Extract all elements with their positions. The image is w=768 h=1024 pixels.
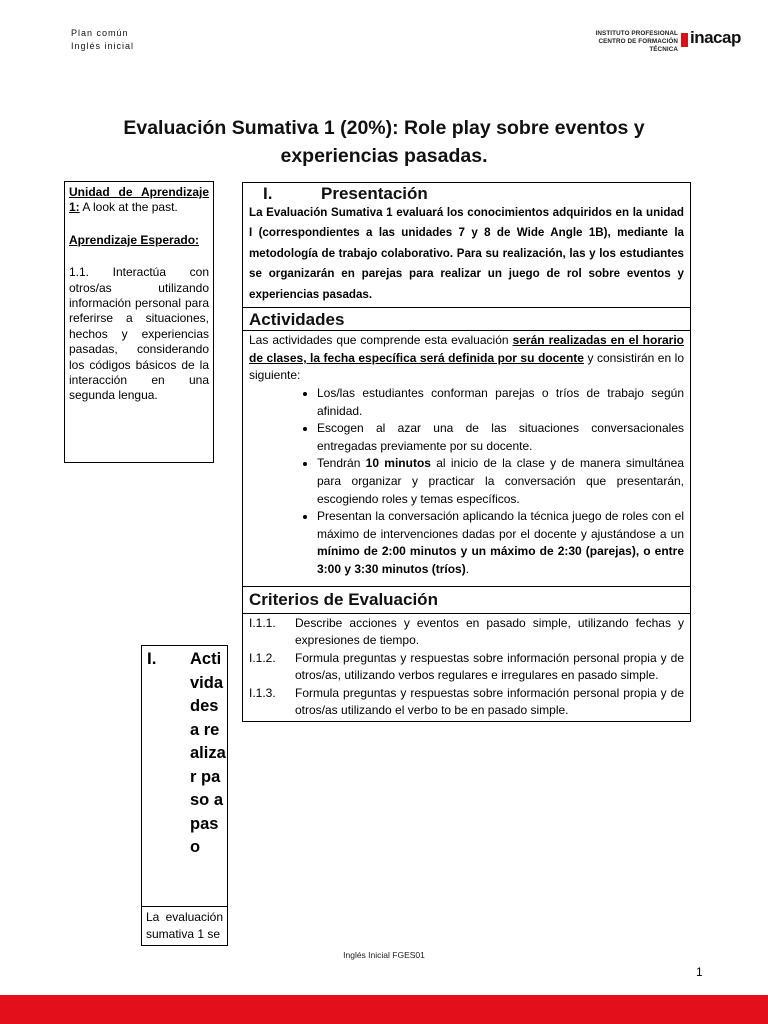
activities-intro: Las actividades que comprende esta evaluación serán realizadas en el horario de clases, la fecha específica será definida por su docente y consistirán en lo siguiente: [249, 333, 685, 383]
activities-list [249, 385, 684, 579]
criteria-heading: Criterios de Evaluación [249, 590, 438, 610]
logo-line2: CENTRO DE FORMACIÓN TÉCNICA [598, 38, 678, 53]
presentation-section [243, 183, 691, 308]
header-course: Inglés inicial [71, 41, 135, 51]
criteria-heading-cell [243, 587, 691, 614]
logo-mark-icon [681, 33, 688, 47]
list-item: • Presentan la conversación aplicando la técnica juego de roles con el máximo de intervenciones dadas por el docente y ajustándose a un mínimo de 2:00 minutos y un máximo de 2:30 (parejas), o entre 3:00 y 3:30 minutos (tríos). [317, 508, 684, 578]
list-item: • Tendrán 10 minutos al inicio de la clase y de manera simultánea para organizar y practicar la conversación que presentarán, escogiendo roles y temas específicos. [317, 455, 684, 508]
steps-side-box [141, 645, 228, 946]
logo-line1: INSTITUTO PROFESIONAL [595, 30, 678, 37]
expected-label: Aprendizaje Esperado: [69, 232, 200, 247]
list-item: • Los/las estudiantes conforman parejas o tríos de trabajo según afinidad. [317, 385, 684, 420]
inacap-logo [574, 30, 740, 52]
list-item: • Escogen al azar una de las situaciones conversacionales entregadas previamente por su docente. [317, 420, 684, 455]
criteria-item: I.1.2. Formula preguntas y respuestas sobre información personal propia y de otros/as, utilizando verbos regulares e irregulares en pasado simple. [249, 650, 684, 683]
footer-course-code: Inglés Inicial FGES01 [343, 950, 425, 960]
logo-word: inacap [690, 28, 741, 47]
criteria-body [243, 614, 691, 721]
page-number: 1 [696, 965, 703, 979]
expected-text: 1.1. Interactúa con otros/as utilizando información personal para referirse a situaciones, hechos y experiencias pasadas, considerando los códigos básicos de la interacción en una segunda lengua. [69, 265, 209, 403]
presentation-body: La Evaluación Sumativa 1 evaluará los conocimientos adquiridos en la unidad I (correspondientes a las unidades 7 y 8 de Wide Angle 1B), mediante la metodología de trabajo colaborativo. Para su realización, las y los estudiantes se organizarán en parejas para realizar un juego de rol sobre eventos y experiencias pasadas. [249, 205, 684, 301]
evaluation-table [242, 182, 691, 722]
activities-heading-cell [243, 307, 691, 331]
steps-heading-cell [142, 646, 228, 907]
unit-text: A look at the past. [79, 200, 178, 215]
footer-red-bar [0, 995, 768, 1024]
activities-heading: Actividades [249, 309, 345, 329]
steps-text: La evaluación sumativa 1 se [142, 907, 228, 946]
page-title: Evaluación Sumativa 1 (20%): Role play sobre eventos y experiencias pasadas. [123, 117, 645, 167]
presentation-heading: I. Presentación [263, 184, 428, 203]
criteria-item: I.1.3. Formula preguntas y respuestas sobre información personal propia y de otros/as utilizando el verbo to be en pasado simple. [249, 685, 684, 718]
activities-body [243, 331, 691, 587]
learning-unit-box [64, 181, 214, 463]
header-course-info [71, 27, 134, 53]
header-plan: Plan común [71, 28, 129, 38]
criteria-item: I.1.1. Describe acciones y eventos en pasado simple, utilizando fechas y expresiones de tiempo. [249, 616, 684, 648]
steps-number: I. [147, 649, 157, 668]
logo-caption [574, 30, 678, 54]
unit-label: Unidad de Aprendizaje 1: [69, 185, 209, 215]
steps-heading: Actividades a realizar paso a paso [190, 650, 226, 856]
